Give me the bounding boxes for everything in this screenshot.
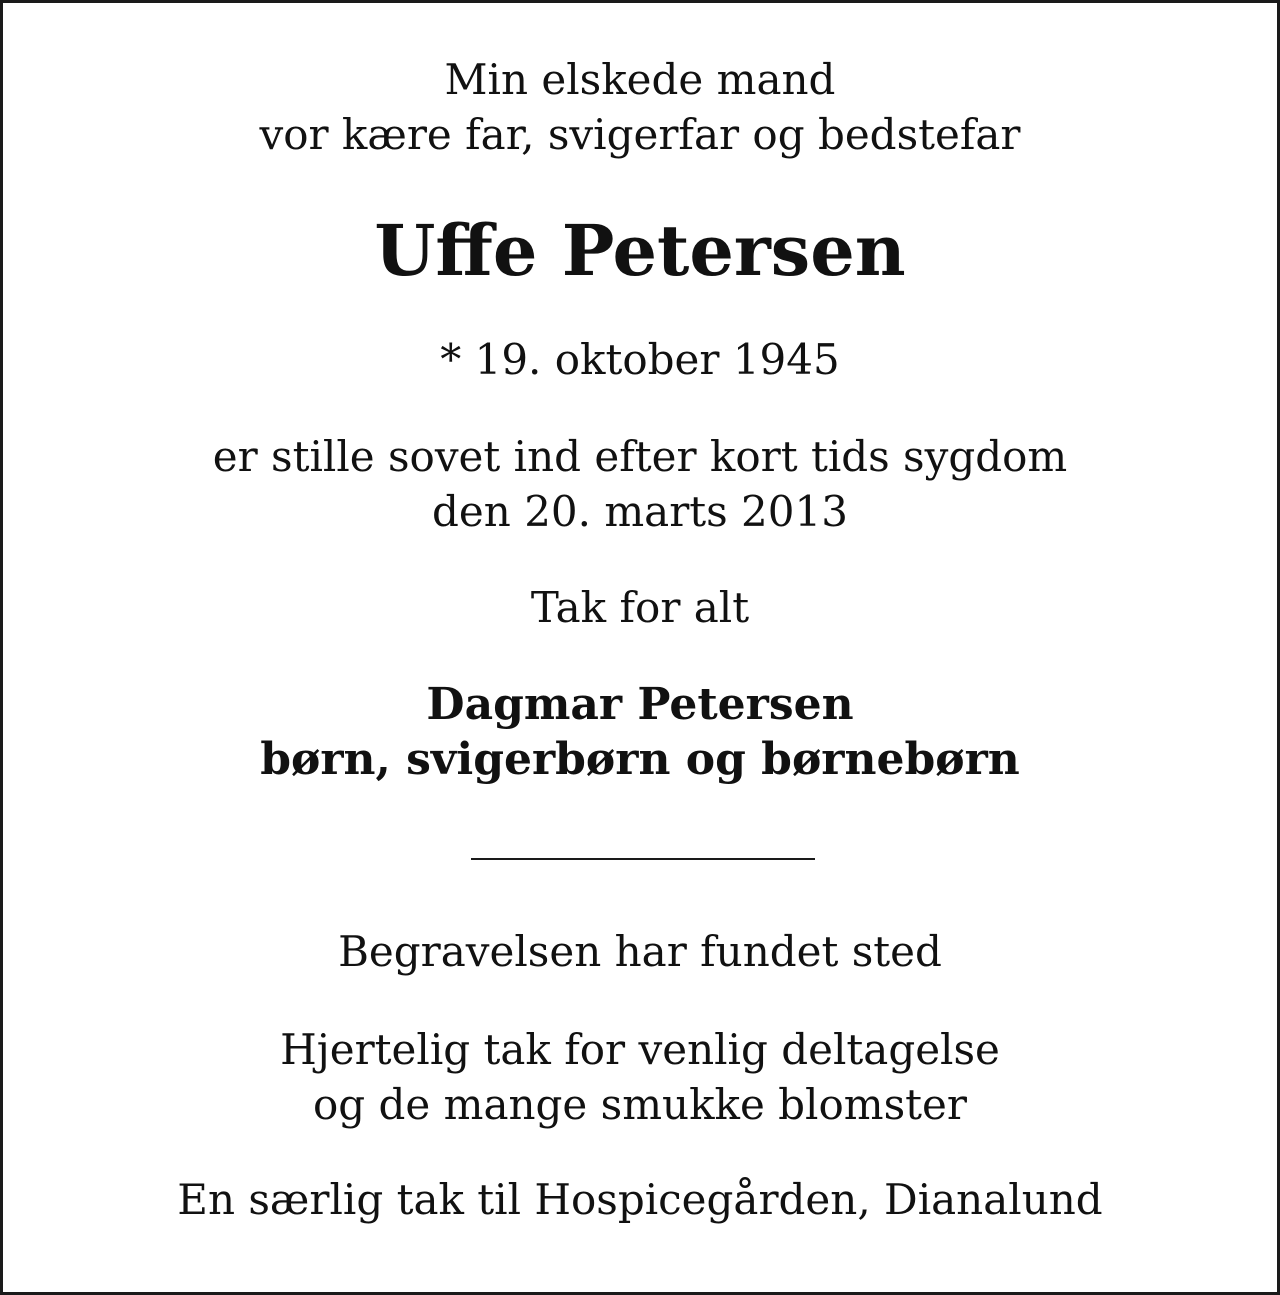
passing-line-1: er stille sovet ind efter kort tids sygdom	[212, 432, 1068, 481]
passing-line-2: den 20. marts 2013	[432, 487, 848, 536]
gratitude-line-1: Hjertelig tak for venlig deltagelse	[280, 1025, 1000, 1074]
funeral-note: Begravelsen har fundet sted	[338, 927, 942, 976]
deceased-name: Uffe Petersen	[374, 209, 906, 292]
thanks-all: Tak for alt	[530, 583, 750, 632]
signatory-primary: Dagmar Petersen	[426, 679, 854, 730]
intro-line-1: Min elskede mand	[444, 55, 836, 104]
birth-date: * 19. oktober 1945	[440, 335, 840, 384]
signatory-family: børn, svigerbørn og børnebørn	[260, 734, 1020, 785]
intro-line-2: vor kære far, svigerfar og bedstefar	[259, 110, 1021, 159]
special-thanks: En særlig tak til Hospicegården, Dianalund	[177, 1175, 1103, 1224]
gratitude-line-2: og de mange smukke blomster	[313, 1080, 967, 1129]
divider-line	[471, 858, 815, 860]
